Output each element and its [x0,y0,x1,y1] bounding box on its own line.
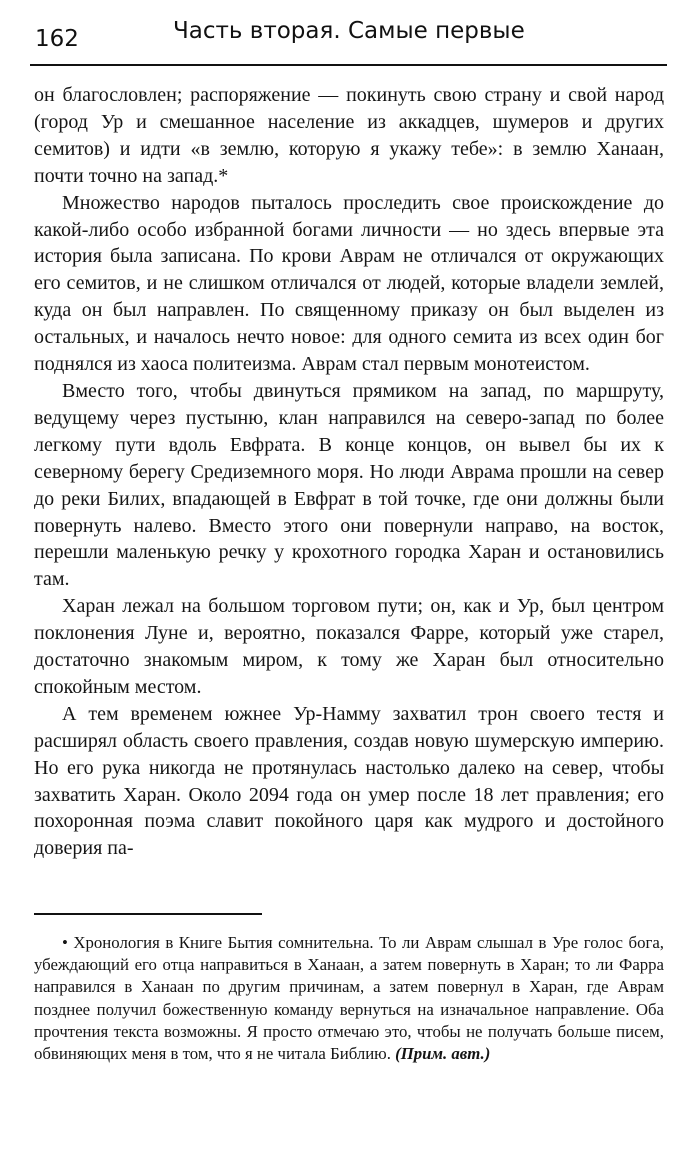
footnote-rule [34,913,262,915]
paragraph: А тем временем южнее Ур-Намму захватил трон своего тестя и расширял область своего правления, создав новую шумерскую империю. Но его рука никогда не протянулась настолько далеко на север, чтобы захватить Харан. Около 2094 года он умер после 18 лет правления; его похоронная поэма славит покойного царя как мудрого и достойного доверия па- [34,702,664,860]
paragraph: Вместо того, чтобы двинуться прямиком на запад, по маршруту, ведущему через пустыню, клан направился на северо-запад по более легкому пути вдоль Евфрата. В конце концов, он вывел бы их к северному берегу Средиземного моря. Но люди Аврама прошли на север до реки Билих, впадающей в Евфрат в той точке, где они должны были повернуть налево. Вместо этого они повернули направо, на восток, перешли маленькую речку у крохотного городка Харан и остановились там. [34,379,664,591]
paragraph: Множество народов пыталось проследить свое проискождение до какой-либо особо избранной богами личности — но здесь впервые эта история была записана. По крови Аврам не отличался от окружающих его семитов, и не слишком отличался от людей, которые владели землей, куда он был направлен. По священному приказу он был выделен из остальных, и началось нечто новое: для одного семита из всех один бог поднялся из хаоса политеизма. Аврам стал первым монотеистом. [34,191,664,376]
paragraph-continuation: он благословлен; распоряжение — покинуть свою страну и свой народ (город Ур и смешанное население из аккадцев, шумеров и других семитов) и идти «в землю, которую я укажу тебе»: в землю Ханаан, почти точно на запад.* [34,84,664,187]
body-text [34,82,664,862]
paragraph: Харан лежал на большом торговом пути; он, как и Ур, был центром поклонения Луне и, вероятно, показался Фарре, который уже старел, достаточно знакомым миром, к тому же Харан был относительно спокойным местом. [34,595,664,698]
footnote [34,932,664,1065]
header-rule [30,64,667,66]
page-header [30,14,667,66]
footnote-author-note: (Прим. авт.) [395,1044,491,1064]
page-number: 162 [35,26,79,52]
footnote-text: • Хронология в Книге Бытия сомнительна. То ли Аврам слышал в Уре голос бога, убеждающий его отца направиться в Ханаан, а затем повернуть в Харан; то ли Фарра направился в Ханаан по другим причинам, а затем повернул в Харан, где Аврам позднее получил божественную команду вернуться на изначальное направление. Оба прочтения текста возможны. Я просто отмечаю это, чтобы не получать больше писем, обвиняющих меня в том, что я не читала Библию. [34,933,664,1064]
running-title: Часть вторая. Самые первые [173,18,525,44]
